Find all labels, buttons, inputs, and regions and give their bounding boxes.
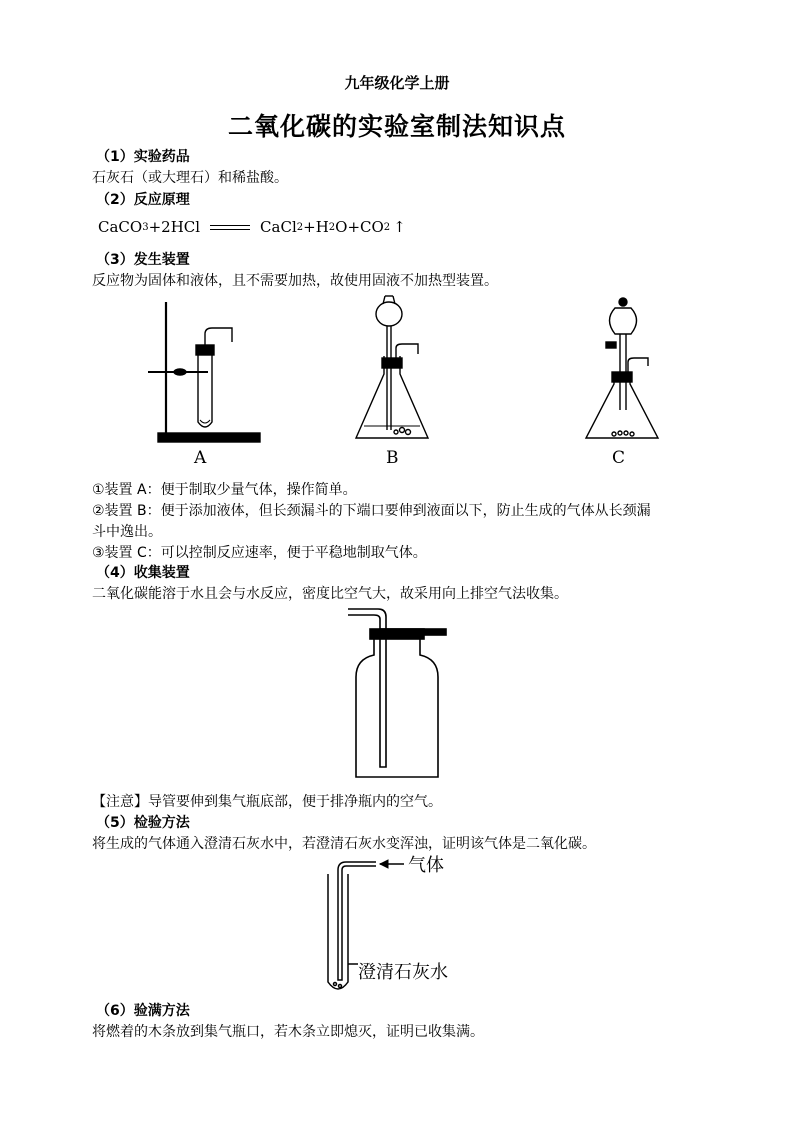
section-1-text: 石灰石（或大理石）和稀盐酸。 bbox=[92, 170, 288, 186]
section-5-heading: （5）检验方法 bbox=[96, 815, 190, 831]
document-title: 二氧化碳的实验室制法知识点 bbox=[227, 112, 566, 141]
label-limewater: 澄清石灰水 bbox=[358, 962, 448, 983]
section-6-heading: （6）验满方法 bbox=[96, 1003, 190, 1019]
section-4-text: 二氧化碳能溶于水且会与水反应，密度比空气大，故采用向上排空气法收集。 bbox=[92, 586, 568, 602]
apparatus-a-icon bbox=[148, 302, 260, 442]
note-apparatus-b-line1: ②装置 B：便于添加液体，但长颈漏斗的下端口要伸到液面以下，防止生成的气体从长颈漏 bbox=[92, 503, 651, 519]
eq-product-cacl: CaCl bbox=[260, 218, 297, 236]
section-1-heading: （1）实验药品 bbox=[96, 149, 190, 165]
section-2-heading: （2）反应原理 bbox=[96, 192, 190, 208]
generation-apparatus-figure bbox=[140, 290, 680, 470]
label-gas: 气体 bbox=[408, 855, 444, 876]
collection-bottle-icon bbox=[348, 609, 446, 777]
chemical-equation bbox=[98, 218, 406, 236]
eq-sub: 3 bbox=[142, 221, 149, 233]
gas-collection-bottle-figure bbox=[340, 603, 460, 783]
apparatus-b-icon bbox=[356, 296, 428, 438]
note-apparatus-b-line2: 斗中逸出。 bbox=[92, 524, 162, 540]
eq-sub: 2 bbox=[296, 221, 304, 233]
eq-reactant-hcl: +2HCl bbox=[148, 218, 201, 236]
label-b: B bbox=[386, 448, 399, 468]
label-a: A bbox=[194, 448, 207, 468]
eq-product-h: +H bbox=[303, 218, 329, 236]
note-apparatus-c: ③装置 C：可以控制反应速率，便于平稳地制取气体。 bbox=[92, 545, 427, 561]
eq-reactant-caco: CaCO bbox=[98, 218, 143, 236]
section-5-text: 将生成的气体通入澄清石灰水中，若澄清石灰水变浑浊，证明该气体是二氧化碳。 bbox=[92, 836, 596, 852]
label-c: C bbox=[612, 448, 626, 468]
section-4-note: 【注意】导管要伸到集气瓶底部，便于排净瓶内的空气。 bbox=[92, 794, 442, 810]
equals-sign-icon bbox=[210, 225, 250, 230]
gas-arrow-icon bbox=[380, 860, 404, 868]
gas-arrow-icon: ↑ bbox=[393, 218, 406, 236]
section-3-heading: （3）发生装置 bbox=[96, 252, 190, 268]
document-supertitle: 九年级化学上册 bbox=[344, 74, 450, 92]
note-apparatus-a: ①装置 A：便于制取少量气体，操作简单。 bbox=[92, 482, 357, 498]
section-4-heading: （4）收集装置 bbox=[96, 565, 190, 581]
eq-product-oco: O+CO bbox=[335, 218, 384, 236]
eq-sub: 2 bbox=[328, 221, 336, 233]
section-6-text: 将燃着的木条放到集气瓶口，若木条立即熄灭，证明已收集满。 bbox=[92, 1024, 484, 1040]
apparatus-c-icon bbox=[586, 298, 658, 438]
section-3-text: 反应物为固体和液体，且不需要加热，故使用固液不加热型装置。 bbox=[92, 273, 498, 289]
limewater-test-figure bbox=[318, 852, 488, 1000]
eq-sub: 2 bbox=[383, 221, 391, 233]
